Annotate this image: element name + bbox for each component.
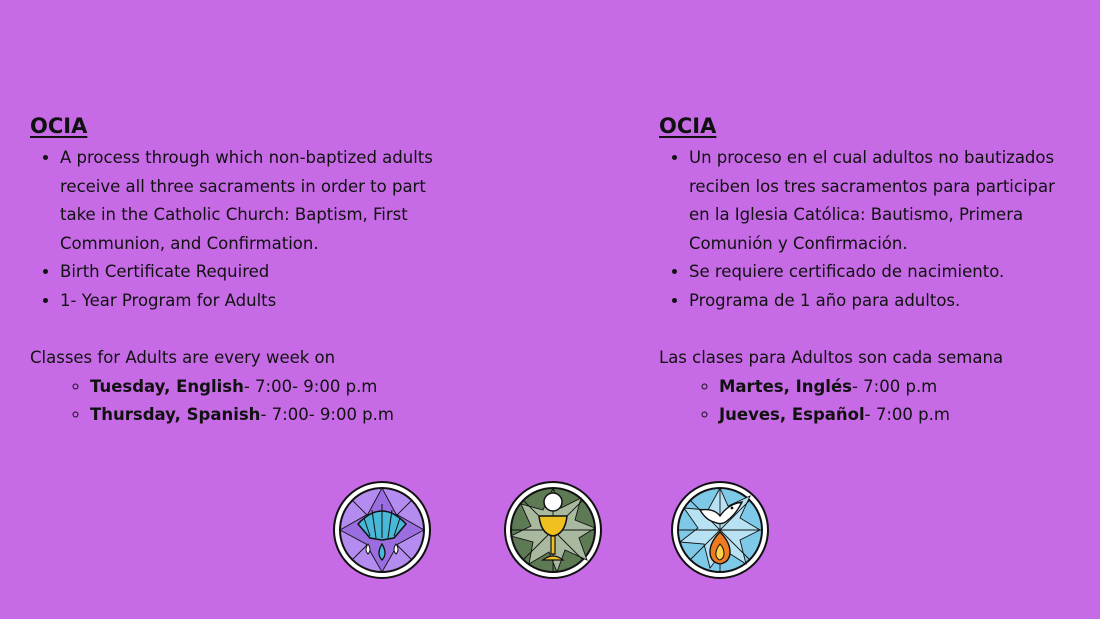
session-time: - 7:00 p.m: [864, 405, 950, 425]
baptism-shell-icon: [332, 480, 432, 580]
spanish-classes-intro: Las clases para Adultos son cada semana: [659, 348, 1004, 368]
session-time: - 7:00- 9:00 p.m: [243, 376, 378, 396]
session-item: [719, 373, 1099, 402]
session-item: [90, 373, 590, 402]
list-item: • Un proceso en el cual adultos no bautizados reciben los tres sacramentos para participar en la Iglesia Católica: Bautismo, Primera Comunión y Confirmación.: [689, 144, 1074, 258]
english-title: OCIA: [30, 114, 88, 138]
session-time: - 7:00 p.m: [851, 376, 938, 396]
session-item: [90, 401, 590, 430]
sacrament-icons: [0, 480, 1100, 582]
english-section: [30, 112, 590, 430]
confirmation-dove-flame-icon: [670, 480, 770, 580]
session-time: - 7:00- 9:00 p.m: [260, 405, 394, 425]
list-item: • Programa de 1 año para adultos.: [689, 287, 1074, 316]
session-item: [719, 401, 1099, 430]
eucharist-chalice-icon: [503, 480, 603, 580]
english-session-list: [30, 373, 590, 430]
session-label: Jueves, Español: [719, 405, 865, 425]
session-label: Tuesday, English: [90, 376, 244, 396]
spanish-section: [659, 112, 1099, 430]
session-label: Martes, Inglés: [719, 376, 852, 396]
spanish-bullet-list: [659, 144, 1099, 316]
list-item: • Se requiere certificado de nacimiento.: [689, 258, 1074, 287]
spanish-session-list: [659, 373, 1099, 430]
english-bullet-list: [30, 144, 590, 316]
list-item: • Birth Certificate Required: [60, 258, 460, 287]
spanish-title: OCIA: [659, 114, 717, 138]
list-item: • A process through which non-baptized adults receive all three sacraments in order to part take in the Catholic Church: Baptism, First Communion, and Confirmation.: [60, 144, 460, 258]
list-item: • 1- Year Program for Adults: [60, 287, 460, 316]
session-label: Thursday, Spanish: [90, 405, 261, 425]
english-classes-intro: Classes for Adults are every week on: [30, 348, 336, 368]
